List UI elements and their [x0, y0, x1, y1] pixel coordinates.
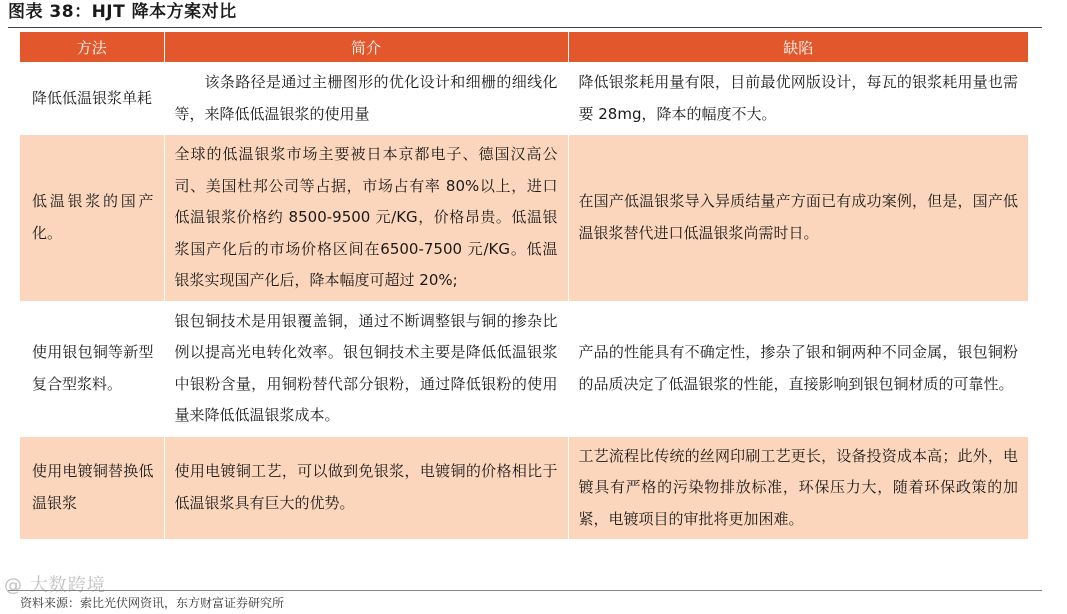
header-method: 方法: [20, 32, 164, 63]
method-cell: 低温银浆的国产化。: [20, 135, 164, 302]
table-row: [20, 301, 1028, 436]
intro-cell: 全球的低温银浆市场主要被日本京都电子、德国汉高公司、美国杜邦公司等占据，市场占有率 80%以上，进口低温银浆价格约 8500-9500 元/KG，价格昂贵。低温银浆国产化后的市场价格区间在6500-7500 元/KG。低温银浆实现国产化后，降本幅度可超过 20%;: [164, 135, 568, 302]
method-cell: 使用银包铜等新型复合型浆料。: [20, 301, 164, 436]
method-cell: 使用电镀铜替换低温银浆: [20, 436, 164, 539]
intro-cell: 该条路径是通过主栅图形的优化设计和细栅的细线化等，来降低低温银浆的使用量: [164, 63, 568, 135]
intro-cell: 使用电镀铜工艺，可以做到免银浆，电镀铜的价格相比于低温银浆具有巨大的优势。: [164, 436, 568, 539]
table-header-row: [20, 32, 1028, 63]
defect-cell: 在国产低温银浆导入异质结量产方面已有成功案例，但是，国产低温银浆替代进口低温银浆尚需时日。: [568, 135, 1028, 302]
header-defect: 缺陷: [568, 32, 1028, 63]
defect-cell: 产品的性能具有不确定性，掺杂了银和铜两种不同金属，银包铜粉的品质决定了低温银浆的性能，直接影响到银包铜材质的可靠性。: [568, 301, 1028, 436]
table-row: [20, 135, 1028, 302]
figure-title: 图表 38：HJT 降本方案对比: [8, 2, 237, 22]
method-cell: 降低低温银浆单耗: [20, 63, 164, 135]
source-note: 资料来源：索比光伏网资讯，东方财富证券研究所: [20, 596, 285, 610]
watermark: @ 大数跨境: [4, 575, 106, 596]
intro-cell: 银包铜技术是用银覆盖铜，通过不断调整银与铜的掺杂比例以提高光电转化效率。银包铜技术主要是降低低温银浆中银粉含量，用铜粉替代部分银粉，通过降低银粉的使用量来降低低温银浆成本。: [164, 301, 568, 436]
comparison-table: [20, 32, 1028, 539]
defect-cell: 降低银浆耗用量有限，目前最优网版设计，每瓦的银浆耗用量也需要 28mg，降本的幅度不大。: [568, 63, 1028, 135]
header-intro: 简介: [164, 32, 568, 63]
table-row: [20, 436, 1028, 539]
footer-divider: [8, 590, 1042, 591]
title-divider: [8, 27, 1042, 28]
table-row: [20, 63, 1028, 135]
defect-cell: 工艺流程比传统的丝网印刷工艺更长，设备投资成本高；此外，电镀具有严格的污染物排放标准，环保压力大，随着环保政策的加紧，电镀项目的审批将更加困难。: [568, 436, 1028, 539]
